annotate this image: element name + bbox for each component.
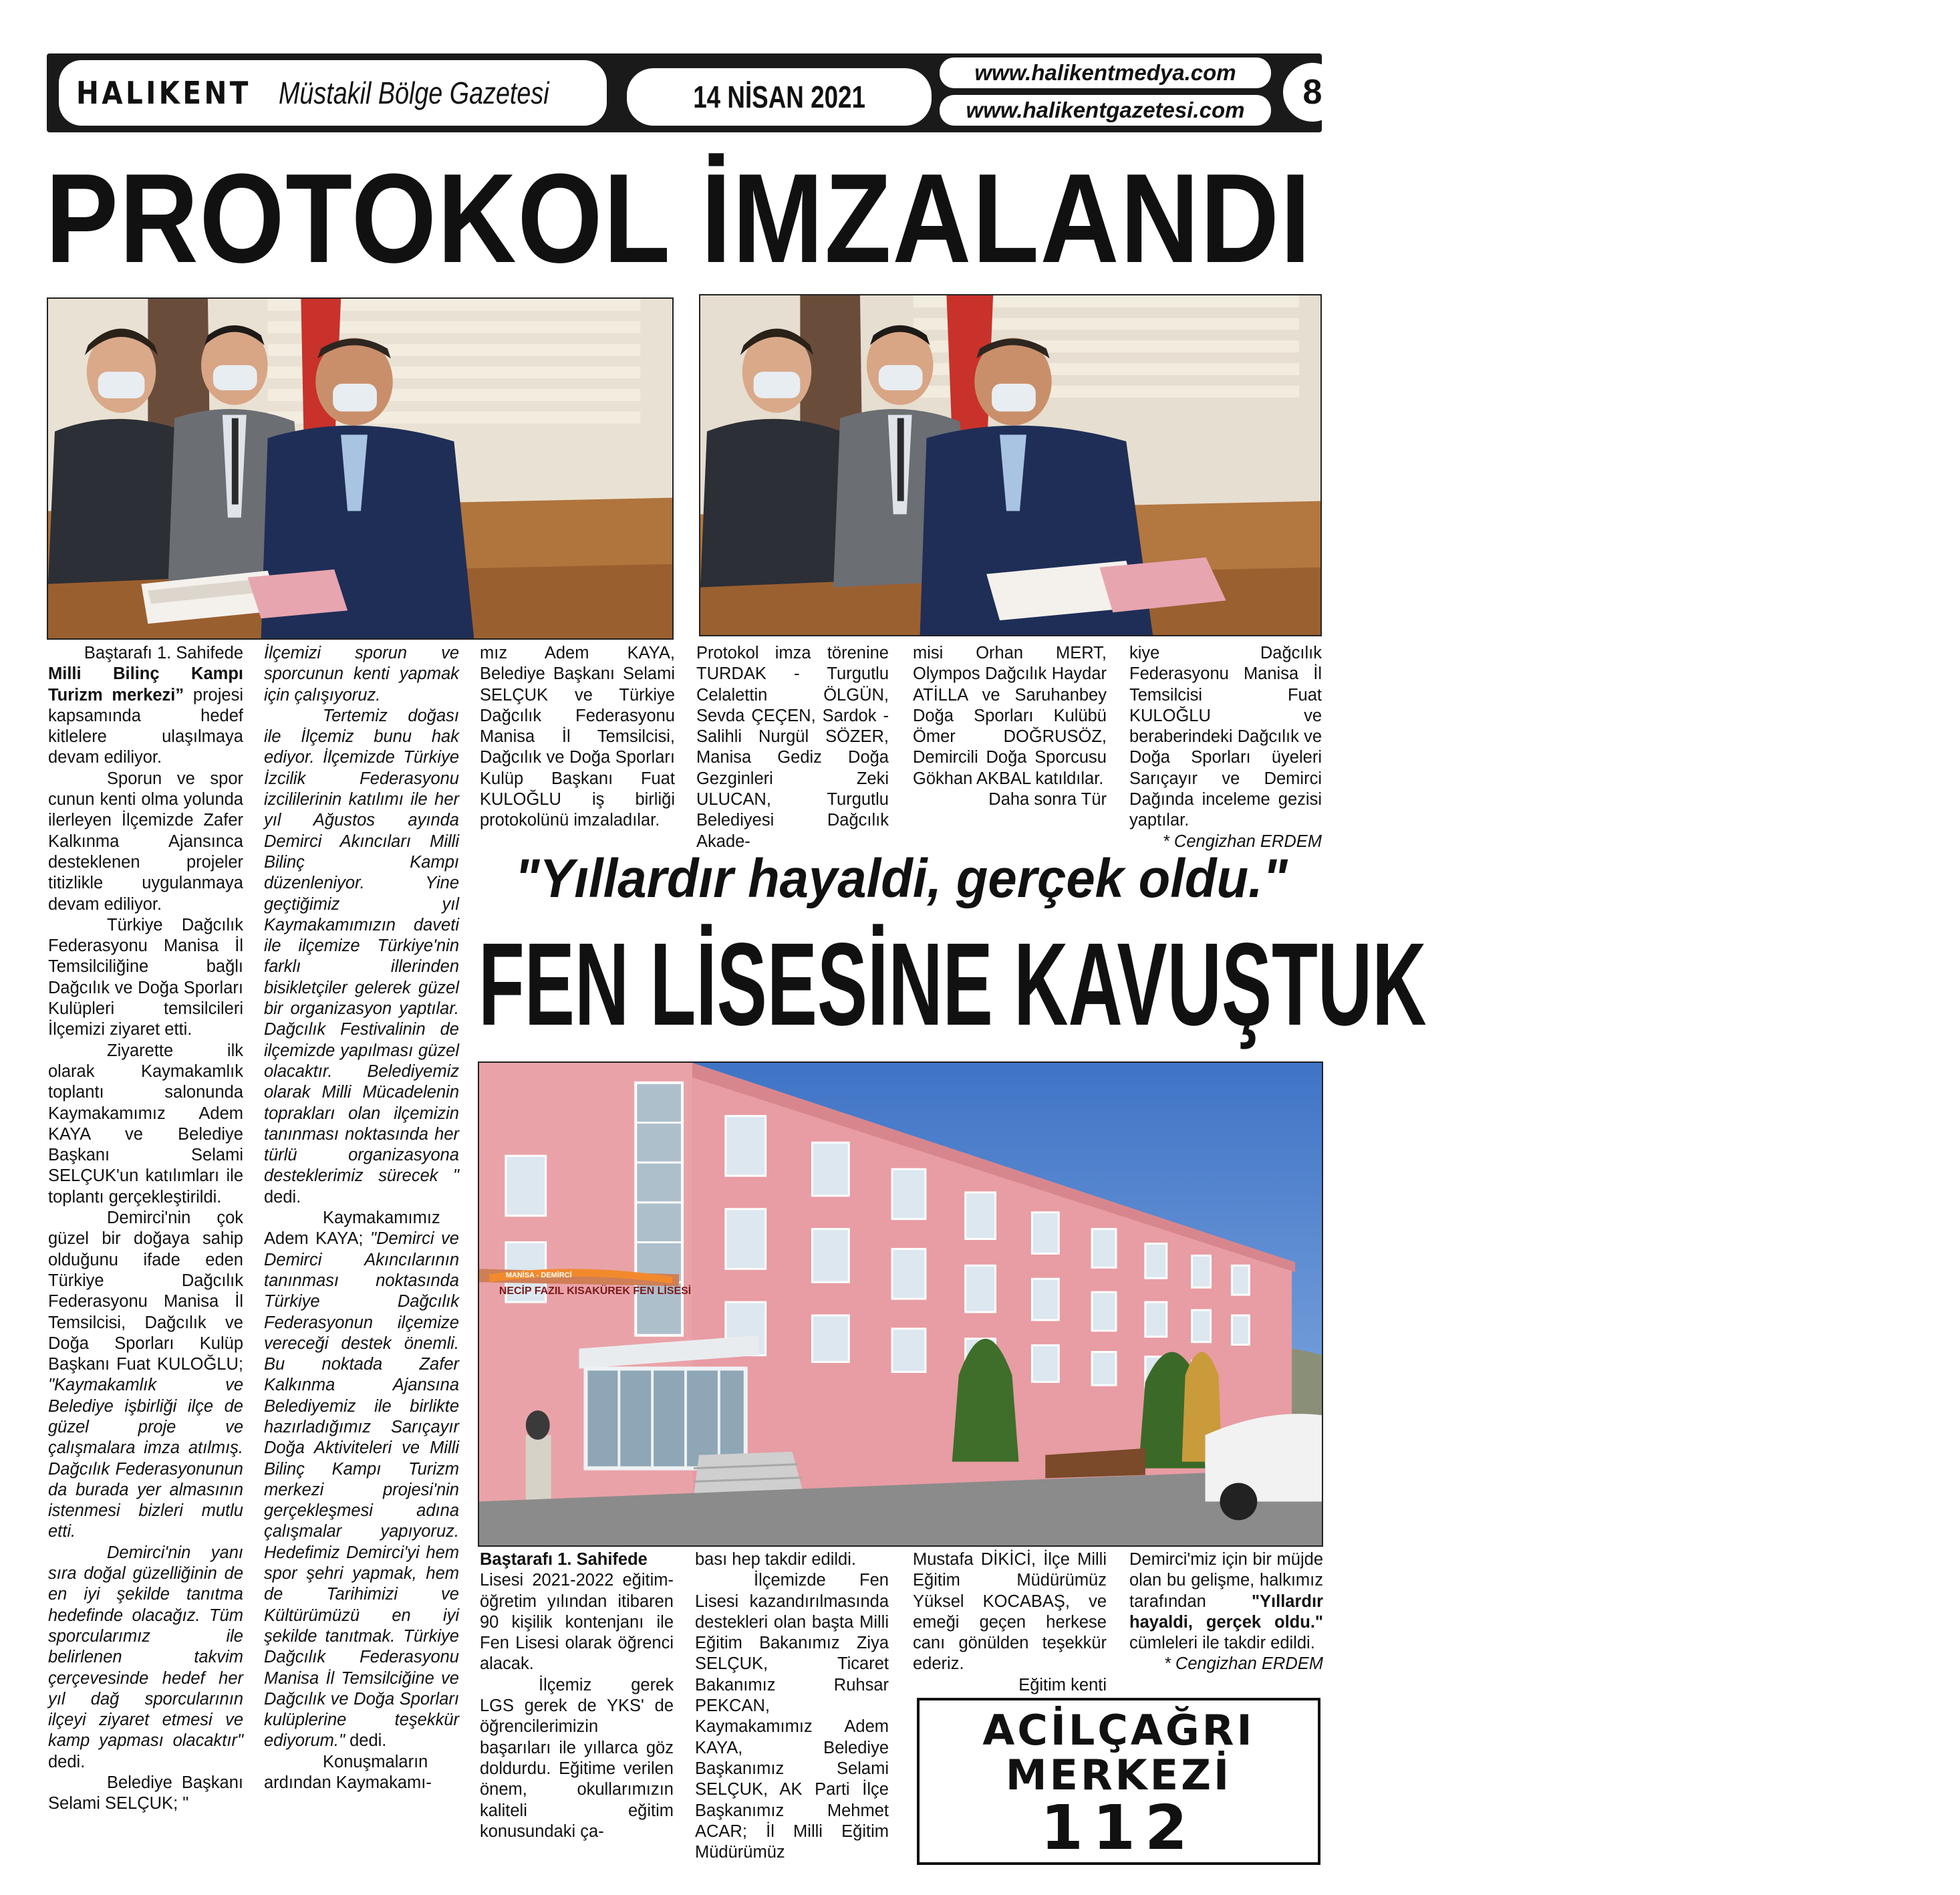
- article2-continued-note: Baştarafı 1. Sahifede: [480, 1550, 648, 1569]
- continued-note: Baştarafı 1. Sahifede: [84, 644, 243, 662]
- school-sign-main: NECİP FAZIL KISAKÜREK FEN LİSESİ: [499, 1285, 692, 1297]
- article2-paragraph: Demirci'miz için bir müjde olan bu gelişme, halkımız tarafından "Yıllardır hayaldi, gerçek oldu." cümleleri ile takdir edildi.: [1129, 1550, 1323, 1653]
- article1-paragraph: İlçemizi sporun ve sporcunun kenti yapmak için çalışıyoruz.: [264, 644, 459, 705]
- newspaper-subtitle: Müstakil Bölge Gazetesi: [279, 76, 550, 110]
- school-building-illustration: [479, 1063, 1322, 1545]
- article2-paragraph: Eğitim kenti: [1018, 1675, 1107, 1694]
- article1-column-3: [480, 643, 675, 832]
- article1-paragraph: Protokol imza törenine TURDAK - Turgutlu Celalettin ÖLGÜN, Sevda ÇEÇEN, Sardok - Salihli Nurgül SÖZER, Manisa Gediz Doğa Gezginleri Zeki ULUCAN, Turgutlu Belediyesi Dağcılık Akade-: [696, 644, 889, 851]
- article1-paragraph: Belediye Başkanı Selami SELÇUK; ": [48, 1773, 243, 1813]
- masthead: [47, 53, 1322, 132]
- article1-paragraph: Demirci'nin yanı sıra doğal güzelliğinin de en iyi şekilde tanıtma hedefinde olacağız. Tüm sporcularımız ile belirlenen takvim çerçevesinde hedef her yıl dağ sporcularının ilçeyi ziyaret etmesi ve kamp yapması olacaktır" dedi.: [48, 1543, 243, 1771]
- page-number: 8: [1283, 63, 1342, 122]
- article1-column-4: [696, 643, 889, 852]
- article1-paragraph: Daha sonra Tür: [988, 790, 1107, 809]
- article1-paragraph: Konuşmaların ardından Kaymakamı-: [264, 1752, 432, 1793]
- signing-photo-2: [699, 294, 1322, 636]
- emergency-line-1: ACİLÇAĞRI: [982, 1706, 1255, 1755]
- signing-photo-2-illustration: [700, 295, 1320, 635]
- school-sign-top: MANİSA - DEMİRCİ: [505, 1271, 572, 1280]
- article1-column-5: [913, 643, 1107, 810]
- signing-photo-1: [47, 297, 674, 640]
- article1-paragraph: Kaymakamımız Adem KAYA; "Demirci ve Demirci Akıncılarının tanınması noktasında Türkiye Dağcılık Federasyonun ilçemize vereceği destek önemli. Bu noktada Zafer Kalkınma Ajansına Belediyemiz ile birlikte hazırladığımız Sarıçayır Doğa Aktiviteleri ve Milli Bilinç Kampı Turizm merkezi projesi'nin gerçekleşmesi adına çalışmalar yapıyoruz. Hedefimiz Demirci'yi hem spor şehri yapmak, hem de Tarihimizi ve Kültürümüzü en iyi şekilde tanıtmak. Türkiye Dağcılık Federasyonu Manisa İl Temsilciğine ve Dağcılık ve Doğa Sporları kulüplerine teşekkür ediyorum." dedi.: [264, 1209, 459, 1751]
- website-link-1[interactable]: www.halikentmedya.com: [940, 57, 1271, 88]
- issue-date: 14 NİSAN 2021: [627, 68, 932, 126]
- article2-paragraph: İlçemiz gerek LGS gerek de YKS' de öğrencilerimizin başarıları ile yıllarca göz doldurdu. Eğitime verilen önem, okullarımızın kaliteli eğitim konusundaki ça-: [480, 1675, 674, 1841]
- signing-photo-1-illustration: [48, 299, 672, 638]
- article1-paragraph: Ziyarette ilk olarak Kaymakamlık toplantı salonunda Kaymakamımız Adem KAYA ve Belediye Başkanı Selami SELÇUK'un katılımları ile toplantı gerçekleştirildi.: [48, 1041, 243, 1207]
- headline-protocol: PROTOKOL İMZALANDI: [45, 148, 1312, 289]
- article2-byline: * Cengizhan ERDEM: [1163, 1654, 1323, 1674]
- headline-science-school: FEN LİSESİNE KAVUŞTUK: [478, 919, 1427, 1050]
- article2-paragraph: Lisesi 2021-2022 eğitim-öğretim yılından itibaren 90 kişilik kontenjanı ile Fen Lisesi olarak öğrenci alacak.: [480, 1571, 674, 1674]
- article2-paragraph: Mustafa DİKİCİ, İlçe Milli Eğitim Müdürümüz Yüksel KOCABAŞ, ve emeği geçen herkese canı gönülden teşekkür ederiz.: [913, 1550, 1107, 1674]
- website-link-2[interactable]: www.halikentgazetesi.com: [940, 95, 1271, 126]
- article2-quote: "Yıllardır hayaldi, gerçek oldu.": [515, 848, 1288, 909]
- masthead-brand-box: [59, 60, 607, 126]
- article1-paragraph: misi Orhan MERT, Olympos Dağcılık Haydar ATİLLA ve Saruhanbey Doğa Sporları Kulübü Ömer DOĞRUSÖZ, Demircili Doğa Sporcusu Gökhan AKBAL katıldılar.: [913, 644, 1107, 788]
- newspaper-name: HALIKENT: [76, 75, 251, 111]
- article1-paragraph: Tertemiz doğası ile İlçemiz bunu hak ediyor. İlçemizde Türkiye İzcilik Federasyonu izcililerinin katılımı ile her yıl Ağustos ayında Demirci Akıncıları Milli Bilinç Kampı düzenleniyor. Yine geçtiğimiz yıl Kaymakamımızın daveti ile ilçemize Türkiye'nin farklı illerinden bisikletçiler gelerek güzel bir organizasyon yaptılar. Dağcılık Festivalinin de ilçemizde yapılması güzel olacaktır. Belediyemiz olarak Milli Mücadelenin toprakları olan ilçemizin tanınması noktasında her türlü organizasyona desteklerimiz sürecek " dedi.: [264, 706, 459, 1207]
- article1-paragraph: mız Adem KAYA, Belediye Başkanı Selami SELÇUK ve Türkiye Dağcılık Federasyonu Manisa İl Temsilcisi, Dağcılık ve Doğa Sporları Kulüp Başkanı Fuat KULOĞLU iş birliği protokolünü imzaladılar.: [480, 644, 675, 830]
- article1-column-6: [1129, 643, 1322, 852]
- article1-column-1: [48, 643, 243, 1815]
- emergency-call-box: [917, 1698, 1320, 1865]
- article2-paragraph: bası hep takdir edildi.: [695, 1550, 856, 1569]
- emergency-line-2: MERKEZİ: [1005, 1751, 1232, 1799]
- article1-paragraph: kiye Dağcılık Federasyonu Manisa İl Temsilcisi Fuat KULOĞLU ve beraberindeki Dağcılık ve Doğa Sporları üyeleri Sarıçayır ve Demirci Dağında inceleme gezisi yaptılar.: [1129, 644, 1322, 830]
- article1-column-2: [264, 643, 459, 1793]
- article1-byline: * Cengizhan ERDEM: [1162, 832, 1322, 851]
- article1-paragraph: Demirci'nin çok güzel bir doğaya sahip olduğunu ifade eden Türkiye Dağcılık Federasyonu Manisa İl Temsilcisi, Dağcılık ve Doğa Sporları Kulüp Başkanı Fuat KULOĞLU; "Kaymakamlık ve Belediye işbirliği ilçe de güzel proje ve çalışmalara imza atılmış. Dağcılık Federasyonunun da burada yer almasının istenmesi bizleri mutlu etti.: [48, 1209, 243, 1541]
- school-building-photo: [478, 1061, 1323, 1547]
- article1-lead: Milli Bilinç Kampı Turizm merkezi” projesi kapsamında hedef kitlelere ulaşılmaya devam ediliyor.: [48, 664, 243, 767]
- article2-paragraph: İlçemizde Fen Lisesi kazandırılmasında destekleri olan başta Milli Eğitim Bakanımız Ziya SELÇUK, Ticaret Bakanımız Ruhsar PEKCAN, Kaymakamımız Adem KAYA, Belediye Başkanımız Selami SELÇUK, AK Parti İlçe Başkanımız Mehmet ACAR; İl Milli Eğitim Müdürümüz: [695, 1571, 889, 1862]
- article1-paragraph: Sporun ve spor cunun kenti olma yolunda ilerleyen İlçemizde Zafer Kalkınma Ajansınca desteklenen projeler titizlikle uygulanmaya devam ediliyor.: [48, 769, 243, 914]
- article1-paragraph: Türkiye Dağcılık Federasyonu Manisa İl Temsilciliğine bağlı Dağcılık ve Doğa Sporları Kulüpleri temsilcileri İlçemizi ziyaret etti.: [48, 915, 243, 1039]
- article2-column-1: [480, 1549, 674, 1842]
- article2-column-3: [913, 1549, 1107, 1696]
- article2-column-4: [1129, 1549, 1323, 1675]
- emergency-number: 112: [1040, 1792, 1198, 1864]
- article2-column-2: [695, 1549, 889, 1863]
